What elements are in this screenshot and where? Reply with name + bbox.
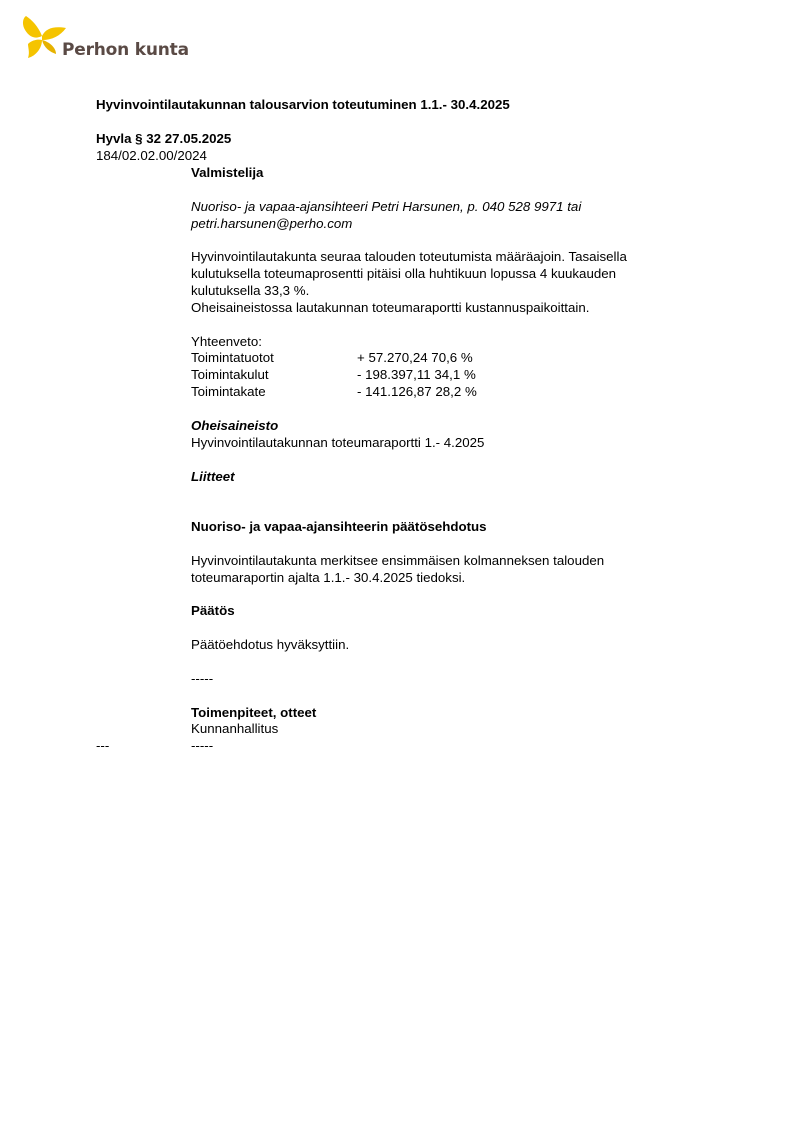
summary-row-value: - 141.126,87 28,2 %: [357, 384, 477, 399]
footer-separator: -----: [191, 738, 214, 753]
proposal-line-1: Hyvinvointilautakunta merkitsee ensimmäisen kolmanneksen talouden: [191, 553, 605, 568]
body-line-1: Hyvinvointilautakunta seuraa talouden toteutumista määräajoin. Tasaisella: [191, 249, 627, 264]
proposal-line-2: toteumaraportin ajalta 1.1.- 30.4.2025 tiedoksi.: [191, 570, 466, 585]
actions-recipient: Kunnanhallitus: [191, 721, 279, 736]
decision-heading: Päätös: [191, 603, 235, 618]
preparer-email: petri.harsunen@perho.com: [191, 216, 353, 231]
attachment-material-heading: Oheisaineisto: [191, 418, 279, 433]
perhon-kunta-logo: [20, 14, 190, 64]
attachment-material-text: Hyvinvointilautakunnan toteumaraportti 1.- 4.2025: [191, 435, 485, 450]
meeting-reference: Hyvla § 32 27.05.2025: [96, 131, 232, 146]
summary-row-name: Toimintakate: [191, 384, 266, 399]
body-line-4: Oheisaineistossa lautakunnan toteumaraportti kustannuspaikoittain.: [191, 300, 590, 315]
logo-text: Perhon kunta: [62, 40, 189, 60]
footer-left-mark: ---: [96, 738, 110, 753]
body-line-2: kulutuksella toteumaprosentti pitäisi olla huhtikuun lopussa 4 kuukauden: [191, 266, 617, 281]
preparer-line-1: Nuoriso- ja vapaa-ajansihteeri Petri Harsunen, p. 040 528 9971 tai: [191, 199, 582, 214]
decision-separator: -----: [191, 671, 214, 686]
summary-label: Yhteenveto:: [191, 334, 262, 349]
document-title: Hyvinvointilautakunnan talousarvion toteutuminen 1.1.- 30.4.2025: [96, 97, 510, 112]
proposal-heading: Nuoriso- ja vapaa-ajansihteerin päätösehdotus: [191, 519, 487, 534]
decision-text: Päätöehdotus hyväksyttiin.: [191, 637, 350, 652]
actions-heading: Toimenpiteet, otteet: [191, 705, 317, 720]
attachments-heading: Liitteet: [191, 469, 235, 484]
body-line-3: kulutuksella 33,3 %.: [191, 283, 310, 298]
summary-row-name: Toimintakulut: [191, 367, 269, 382]
summary-row-value: + 57.270,24 70,6 %: [357, 350, 473, 365]
preparer-heading: Valmistelija: [191, 165, 264, 180]
record-number: 184/02.02.00/2024: [96, 148, 207, 163]
summary-row-name: Toimintatuotot: [191, 350, 274, 365]
summary-row-value: - 198.397,11 34,1 %: [357, 367, 476, 382]
